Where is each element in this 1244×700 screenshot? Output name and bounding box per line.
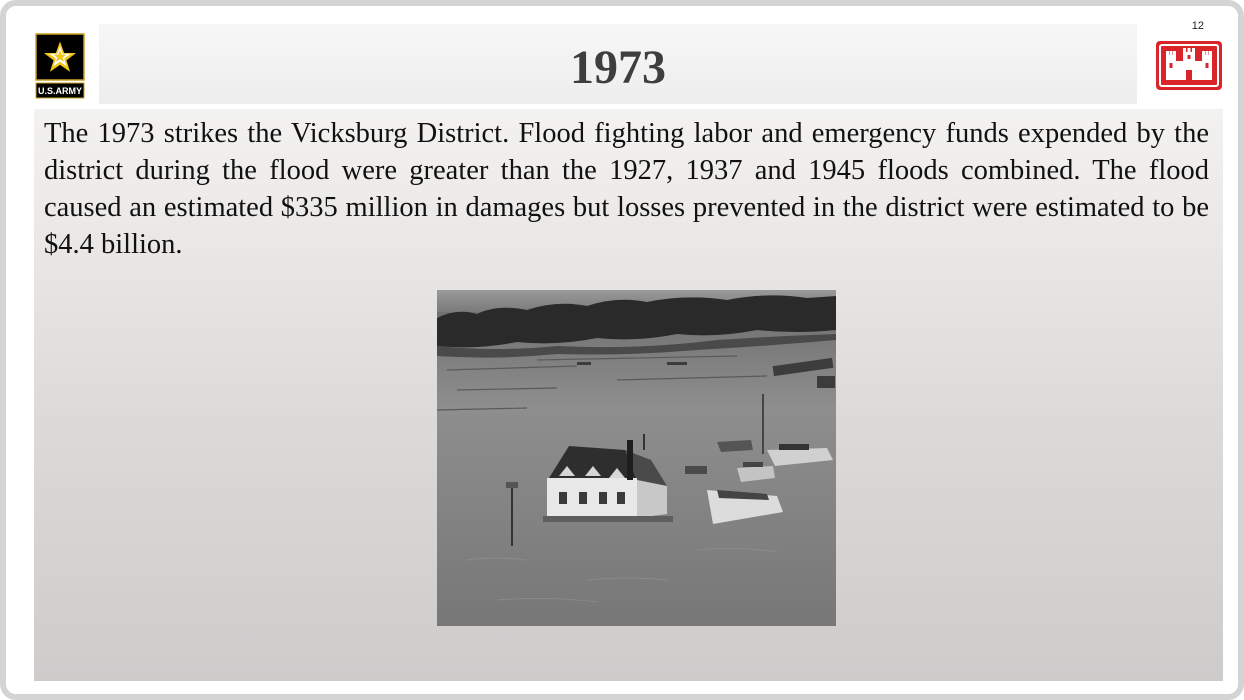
slide-title: 1973	[570, 40, 666, 94]
army-logo-label: U.S.ARMY	[37, 86, 83, 96]
body-text: The 1973 strikes the Vicksburg District. Flood fighting labor and emergency funds expended by the district during the flood were greater than the 1927, 1937 and 1945 floods combined. The flood caused an estimated $335 million in damages but losses prevented in the district were estimated to be $4.4 billion.	[44, 118, 1209, 260]
content-panel	[34, 109, 1223, 681]
usace-castle-logo	[1156, 41, 1222, 90]
flooded-house-photo	[437, 290, 836, 626]
page-number: 12	[1191, 20, 1204, 32]
us-army-logo	[34, 32, 86, 100]
title-bar	[99, 24, 1137, 104]
